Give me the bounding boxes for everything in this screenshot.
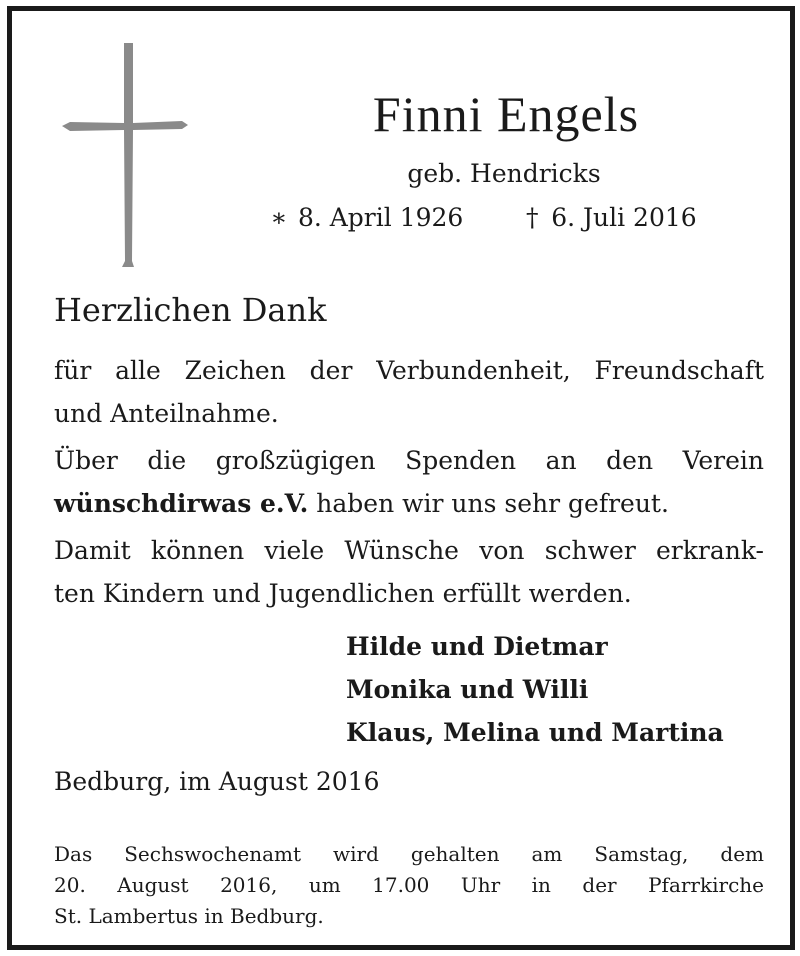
maiden-name: geb. Hendricks — [407, 159, 601, 188]
paragraph-thanks — [54, 349, 764, 435]
text-line: 20. August 2016, um 17.00 Uhr in der Pfarrkirche — [54, 873, 764, 897]
text-line: für alle Zeichen der Verbundenheit, Freundschaft — [54, 356, 764, 385]
text-line — [54, 482, 764, 525]
text-line: Über die großzügigen Spenden an den Verein — [54, 446, 764, 475]
text-line: Damit können viele Wünsche von schwer erkrank- — [54, 536, 764, 565]
obituary-frame — [7, 6, 795, 950]
place-date: Bedburg, im August 2016 — [54, 767, 380, 796]
cross-icon — [62, 35, 188, 267]
signature-line: Klaus, Melina und Martina — [346, 718, 724, 747]
signature-line: Hilde und Dietmar — [346, 632, 608, 661]
text-line: St. Lambertus in Bedburg. — [54, 904, 324, 928]
text-line: und Anteilnahme. — [54, 399, 279, 428]
association-name: wünschdirwas e.V. — [54, 489, 309, 518]
text-fragment: haben wir uns sehr gefreut. — [308, 489, 669, 518]
birth-star-icon: ∗ — [270, 203, 288, 232]
paragraph-wishes — [54, 529, 764, 615]
signature-line: Monika und Willi — [346, 675, 589, 704]
thanks-heading: Herzlichen Dank — [54, 291, 327, 329]
paragraph-donations — [54, 439, 764, 525]
death-dagger-icon: † — [525, 203, 539, 232]
signatures — [346, 625, 724, 754]
service-note — [54, 839, 764, 932]
text-line: ten Kindern und Jugendlichen erfüllt werden. — [54, 579, 632, 608]
life-dates — [268, 203, 697, 232]
deceased-name: Finni Engels — [372, 86, 640, 142]
text-line: Das Sechswochenamt wird gehalten am Samstag, dem — [54, 842, 764, 866]
death-date: 6. Juli 2016 — [551, 203, 697, 232]
birth-date: 8. April 1926 — [297, 203, 464, 232]
